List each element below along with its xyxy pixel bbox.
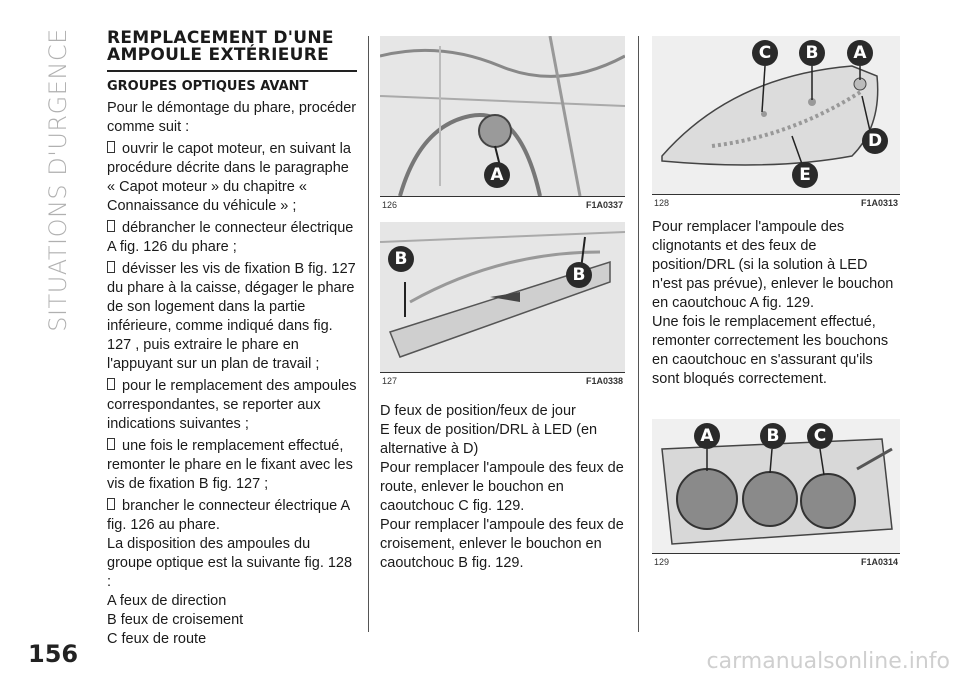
step-item: dévisser les vis de fixation B fig. 127 du phare à la caisse, dégager le phare de son logement dans la partie inférieure, comme indiqué dans fig. 127 , puis extraire le phare en l'appuyant sur un plan de travail ; <box>107 261 356 372</box>
figure-code: F1A0337 <box>585 200 623 210</box>
paragraph: Pour remplacer l'ampoule des clignotants et des feux de position/DRL (si la solution à LED n'est pas prévue), enlever le bouchon en caoutchouc A fig. 129. <box>652 219 894 311</box>
paragraph: Pour remplacer l'ampoule des feux de route, enlever le bouchon en caoutchouc C fig. 129. <box>380 460 624 514</box>
figure-126-image <box>380 36 625 197</box>
chapter-tab <box>28 30 88 330</box>
intro-text: Pour le démontage du phare, procéder comme suit : <box>107 100 357 135</box>
figure-129-image <box>652 419 900 554</box>
callout-b: B <box>566 262 592 288</box>
figure-126-caption <box>380 197 625 210</box>
callout-b: B <box>760 423 786 449</box>
callout-e: E <box>792 162 818 188</box>
bullet-box-icon <box>107 261 115 273</box>
figure-code: F1A0338 <box>585 376 623 386</box>
column-divider <box>368 36 369 632</box>
column-2-text <box>380 402 625 573</box>
figure-127-image <box>380 222 625 373</box>
legend-intro: La disposition des ampoules du groupe optique est la suivante fig. 128 : <box>107 536 353 590</box>
callout-c: C <box>807 423 833 449</box>
callout-b: B <box>799 40 825 66</box>
figure-128-caption <box>652 195 900 208</box>
paragraph: Pour remplacer l'ampoule des feux de croisement, enlever le bouchon en caoutchouc B fig. 129. <box>380 517 624 571</box>
figure-128-image <box>652 36 900 195</box>
figure-129-caption <box>652 554 900 567</box>
figure-number: 129 <box>654 557 670 567</box>
page-number: 156 <box>28 640 79 668</box>
legend-item: D feux de position/feux de jour <box>380 403 576 419</box>
callout-a: A <box>484 162 510 188</box>
column-3 <box>652 36 900 567</box>
column-1 <box>107 30 357 649</box>
figure-number: 126 <box>382 200 398 210</box>
callout-a: A <box>847 40 873 66</box>
column-3-text <box>652 218 900 389</box>
paragraph: Une fois le remplacement effectué, remonter correctement les bouchons en caoutchouc en s'assurant qu'ils sont bloqués correctement. <box>652 314 889 387</box>
bullet-box-icon <box>107 498 115 510</box>
bullet-box-icon <box>107 438 115 450</box>
headlamp-mounting-illustration <box>380 222 625 372</box>
figure-127-caption <box>380 373 625 386</box>
legend-item: B feux de croisement <box>107 612 244 628</box>
legend-item: E feux de position/DRL à LED (en alternative à D) <box>380 422 598 457</box>
bullet-box-icon <box>107 378 115 390</box>
callout-d: D <box>862 128 888 154</box>
callout-a: A <box>694 423 720 449</box>
step-item: pour le remplacement des ampoules correspondantes, se reporter aux indications suivantes ; <box>107 378 357 432</box>
step-item: une fois le remplacement effectué, remonter le phare en le fixant avec les vis de fixation B fig. 127 ; <box>107 438 353 492</box>
subsection-title: GROUPES OPTIQUES AVANT <box>107 79 309 94</box>
figure-number: 127 <box>382 376 398 386</box>
callout-c: C <box>752 40 778 66</box>
callout-b: B <box>388 246 414 272</box>
bullet-box-icon <box>107 220 115 232</box>
chapter-tab-label: SITUATIONS D'URGENCE <box>44 28 72 332</box>
figure-code: F1A0314 <box>860 557 898 567</box>
column-divider <box>638 36 639 632</box>
legend-item: A feux de direction <box>107 593 227 609</box>
section-title: REMPLACEMENT D'UNE AMPOULE EXTÉRIEURE <box>107 30 357 72</box>
legend-item: C feux de route <box>107 631 207 647</box>
figure-code: F1A0313 <box>860 198 898 208</box>
site-watermark: carmanualsonline.info <box>706 649 950 674</box>
step-item: brancher le connecteur électrique A fig. 126 au phare. <box>107 498 350 533</box>
step-item: débrancher le connecteur électrique A fig. 126 du phare ; <box>107 220 354 255</box>
bullet-box-icon <box>107 141 115 153</box>
step-item: ouvrir le capot moteur, en suivant la procédure décrite dans le paragraphe « Capot moteur » du chapitre « Connaissance du véhicule » ; <box>107 141 351 214</box>
column-2 <box>380 36 625 573</box>
figure-number: 128 <box>654 198 670 208</box>
